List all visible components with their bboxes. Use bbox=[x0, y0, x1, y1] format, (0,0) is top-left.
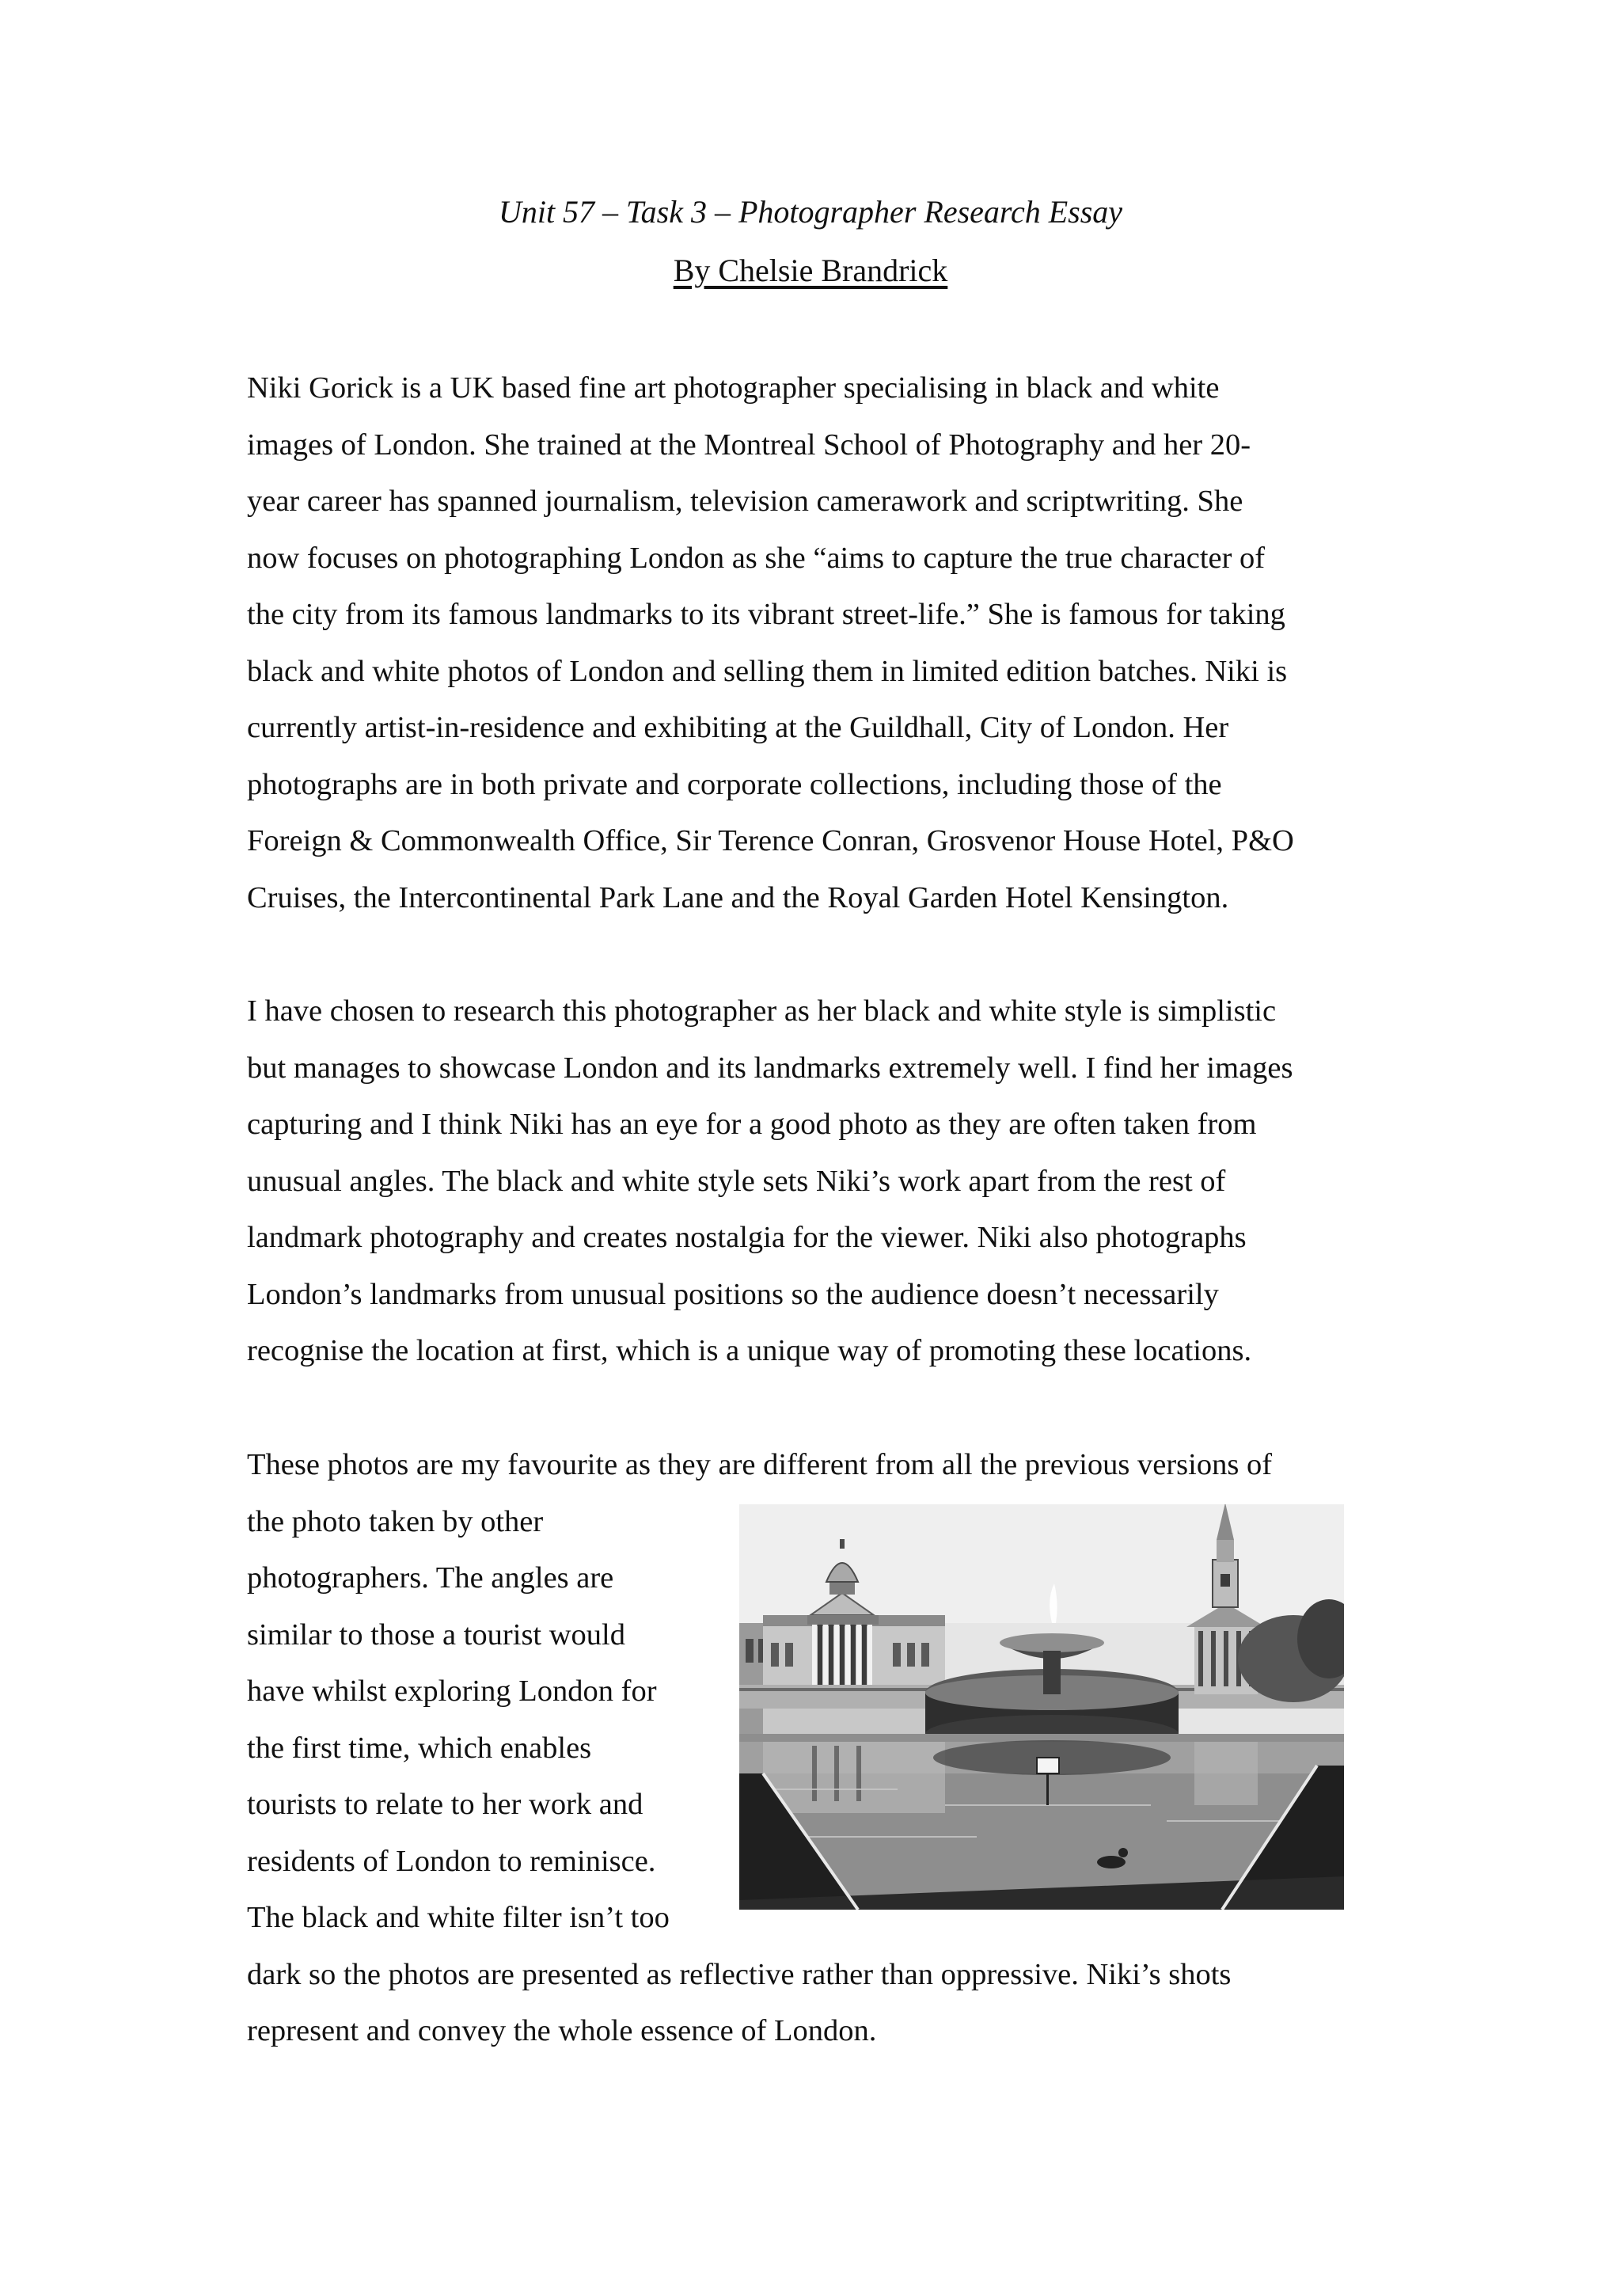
text-line: unusual angles. The black and white style sets Niki’s work apart from the rest of bbox=[247, 1164, 1226, 1198]
trafalgar-square-photo bbox=[739, 1504, 1344, 1910]
text-line: the photo taken by other bbox=[247, 1504, 544, 1538]
text-line: similar to those a tourist would bbox=[247, 1617, 625, 1652]
text-line: These photos are my favourite as they are different from all the previous versions of bbox=[247, 1448, 1273, 1481]
document-title: Unit 57 – Task 3 – Photographer Research Essay bbox=[498, 194, 1123, 230]
text-line: London’s landmarks from unusual positions so the audience doesn’t necessarily bbox=[247, 1277, 1219, 1311]
text-line: year career has spanned journalism, television camerawork and scriptwriting. She bbox=[247, 485, 1243, 518]
text-line: black and white photos of London and selling them in limited edition batches. Niki is bbox=[247, 654, 1288, 688]
text-line: capturing and I think Niki has an eye for a good photo as they are often taken from bbox=[247, 1108, 1257, 1141]
text-line: dark so the photos are presented as reflective rather than oppressive. Niki’s shots bbox=[247, 1957, 1232, 1991]
text-line: photographs are in both private and corporate collections, including those of the bbox=[247, 767, 1222, 801]
text-line: now focuses on photographing London as she “aims to capture the true character of bbox=[247, 541, 1266, 575]
paragraph-research-reason bbox=[247, 983, 1403, 1380]
text-line: residents of London to reminisce. bbox=[247, 1844, 656, 1878]
text-line: currently artist-in-residence and exhibiting at the Guildhall, City of London. Her bbox=[247, 711, 1229, 744]
text-line: represent and convey the whole essence of London. bbox=[247, 2014, 877, 2047]
text-line: I have chosen to research this photographer as her black and white style is simplistic bbox=[247, 994, 1277, 1028]
text-line: photographers. The angles are bbox=[247, 1561, 614, 1595]
author-name: By Chelsie Brandrick bbox=[673, 253, 948, 288]
text-line: Cruises, the Intercontinental Park Lane and the Royal Garden Hotel Kensington. bbox=[247, 880, 1229, 914]
text-line: have whilst exploring London for bbox=[247, 1674, 657, 1708]
text-line: Niki Gorick is a UK based fine art photographer specialising in black and white bbox=[247, 371, 1220, 405]
text-line: the city from its famous landmarks to its vibrant street-life.” She is famous for taking bbox=[247, 598, 1285, 631]
text-line: but manages to showcase London and its landmarks extremely well. I find her images bbox=[247, 1051, 1293, 1085]
text-line: landmark photography and creates nostalgia for the viewer. Niki also photographs bbox=[247, 1221, 1247, 1254]
text-line: the first time, which enables bbox=[247, 1731, 592, 1765]
text-line: Foreign & Commonwealth Office, Sir Terence Conran, Grosvenor House Hotel, P&O bbox=[247, 824, 1294, 857]
paragraph-photographer-bio bbox=[247, 360, 1403, 926]
text-line: recognise the location at first, which is a unique way of promoting these locations. bbox=[247, 1334, 1252, 1367]
text-line: images of London. She trained at the Montreal School of Photography and her 20- bbox=[247, 428, 1251, 462]
text-line: The black and white filter isn’t too bbox=[247, 1901, 670, 1934]
author-byline bbox=[0, 247, 1621, 295]
text-line: tourists to relate to her work and bbox=[247, 1788, 643, 1821]
